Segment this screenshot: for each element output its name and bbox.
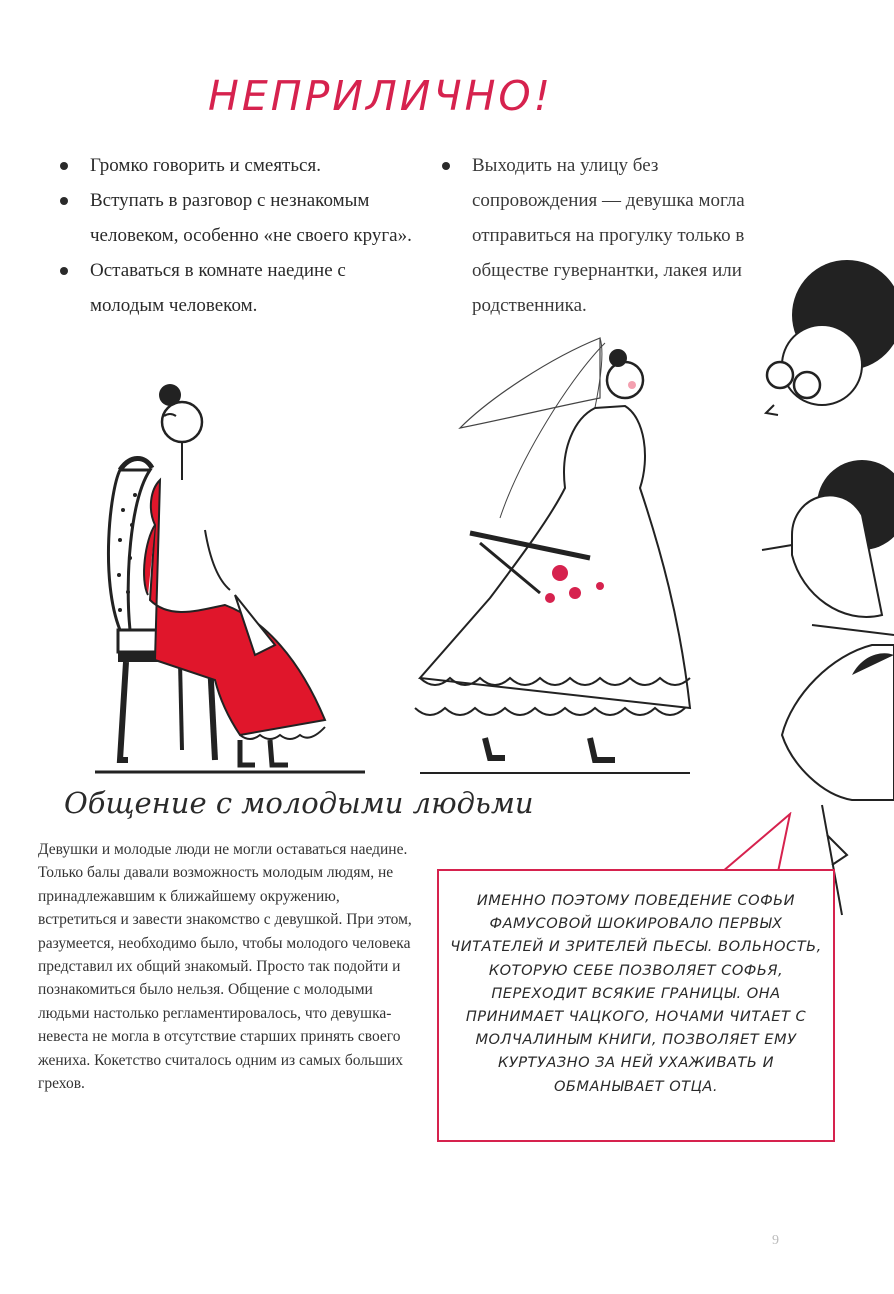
bullet-list-right: [436, 148, 786, 323]
bullet-item: Громко говорить и смеяться.: [54, 148, 414, 183]
bullet-list-left: [54, 148, 414, 323]
bullet-item: Вступать в разговор с незнакомым человеком, особенно «не своего круга».: [54, 183, 414, 253]
section-heading: Общение с молодыми людьми: [64, 786, 534, 820]
bullet-item: Выходить на улицу без сопровождения — девушка могла отправиться на прогулку только в обществе гувернантки, лакея или родственника.: [436, 148, 786, 323]
callout-tail: [720, 812, 800, 874]
page-title: НЕПРИЛИЧНО!: [208, 72, 554, 120]
bullet-item: Оставаться в комнате наедине с молодым человеком.: [54, 253, 414, 323]
callout-text: ИМЕННО ПОЭТОМУ ПОВЕДЕНИЕ СОФЬИ ФАМУСОВОЙ ШОКИРОВАЛО ПЕРВЫХ ЧИТАТЕЛЕЙ И ЗРИТЕЛЕЙ ПЬЕСЫ. ВОЛЬНОСТЬ, КОТОРУЮ СЕБЕ ПОЗВОЛЯЕТ СОФЬЯ, ПЕРЕХОДИТ ВСЯКИЕ ГРАНИЦЫ. ОНА ПРИНИМАЕТ ЧАЦКОГО, НОЧАМИ ЧИТАЕТ С МОЛЧАЛИНЫМ КНИГИ, ПОЗВОЛЯЕТ ЕМУ КУРТУАЗНО ЗА НЕЙ УХАЖИВАТЬ И ОБМАНЫВАЕТ ОТЦА.: [450, 892, 822, 1095]
page-number: 9: [772, 1233, 779, 1248]
bride-illustration: [400, 318, 710, 778]
body-paragraph: Девушки и молодые люди не могли оставаться наедине. Только балы давали возможность молодым людям, не принадлежавшим к ближайшему окружению, встретиться и завести знакомство с девушкой. При этом, разумеется, необходимо было, чтобы молодого человека представил их общий знакомый. Просто так подойти и познакомиться было нельзя. Общение с молодыми людьми настолько регламентировалось, что девушка-невеста не могла в отсутствие старших принять своего жениха. Кокетство считалось одним из самых больших грехов.: [38, 841, 412, 1093]
seated-lady-illustration: [90, 380, 370, 780]
callout-box: [437, 869, 835, 1142]
